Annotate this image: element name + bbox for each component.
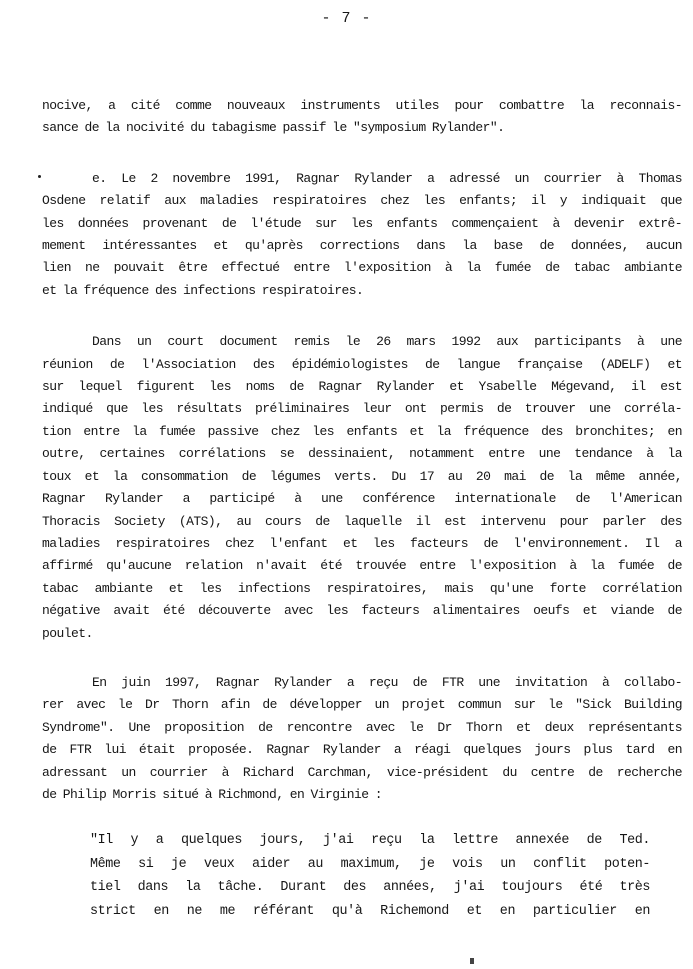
text-line: de FTR lui était proposée. Ragnar Rylander a réagi quelques jours plus tard en: [42, 742, 682, 758]
text-line: indiqué que les résultats préliminaires leur ont permis de trouver une corréla-: [42, 401, 682, 417]
block-quote: [42, 829, 650, 923]
page-number: - 7 -: [321, 10, 372, 27]
text-line: maladies respiratoires chez l'enfant et les facteurs de l'environnement. Il a: [42, 535, 682, 551]
text-line: Osdene relatif aux maladies respiratoires chez les enfants; il y indiquait que: [42, 193, 682, 209]
text-line: toux et la consommation de légumes verts. Du 17 au 20 mai de la même année,: [42, 468, 682, 484]
paragraph-3: [42, 331, 682, 645]
paragraph-4: [42, 672, 682, 806]
text-line: négative avait été découverte avec les facteurs alimentaires oeufs et viande de: [42, 603, 682, 619]
text-line: sance de la nocivité du tabagisme passif le "symposium Rylander".: [42, 120, 505, 136]
paragraph-2: [42, 168, 682, 302]
text-line: sur lequel figurent les noms de Ragnar Rylander et Ysabelle Mégevand, il est: [42, 379, 682, 395]
quote-line: "Il y a quelques jours, j'ai reçu la lettre annexée de Ted.: [90, 833, 650, 849]
text-line: nocive, a cité comme nouveaux instruments utiles pour combattre la reconnais-: [42, 98, 682, 113]
text-line: rer avec le Dr Thorn afin de développer un projet commun sur le "Sick Building: [42, 697, 682, 713]
text-line: Ragnar Rylander a participé à une conférence internationale de l'American: [42, 491, 682, 507]
text-line: les données provenant de l'étude sur les enfants commençaient à devenir extrê-: [42, 215, 682, 231]
text-line: réunion de l'Association des épidémiologistes de langue française (ADELF) et: [42, 356, 682, 372]
text-line: e. Le 2 novembre 1991, Ragnar Rylander a adressé un courrier à Thomas: [92, 170, 682, 186]
text-line: Dans un court document remis le 26 mars 1992 aux participants à une: [92, 334, 682, 350]
text-line: poulet.: [42, 625, 93, 641]
text-line: de Philip Morris situé à Richmond, en Virginie :: [42, 786, 383, 802]
text-line: outre, certaines corrélations se dessinaient, notamment entre une tendance à la: [42, 446, 682, 462]
quote-line: tiel dans la tâche. Durant des années, j'ai toujours été très: [90, 880, 650, 896]
text-line: mement intéressantes et qu'après corrections dans la base de données, aucun: [42, 238, 682, 254]
text-line: affirmé qu'aucune relation n'avait été trouvée entre l'exposition à la fumée de: [42, 558, 682, 574]
text-line: adressant un courrier à Richard Carchman, vice-président du centre de recherche: [42, 764, 682, 780]
text-line: tabac ambiante et les infections respiratoires, mais qu'une forte corrélation: [42, 580, 682, 596]
quote-line: strict en ne me référant qu'à Richemond et en particulier en: [90, 903, 650, 919]
text-line: Thoracis Society (ATS), au cours de laquelle il est intervenu pour parler des: [42, 513, 682, 529]
paragraph-1: [42, 95, 682, 140]
text-line: En juin 1997, Ragnar Rylander a reçu de FTR une invitation à collabo-: [92, 674, 682, 690]
scan-speck: [470, 958, 474, 964]
text-line: tion entre la fumée passive chez les enfants et la fréquence des bronchites; en: [42, 423, 682, 439]
document-body: [42, 95, 682, 923]
scan-speck: [38, 175, 41, 178]
text-line: Syndrome". Une proposition de rencontre avec le Dr Thorn et deux représentants: [42, 719, 682, 735]
text-line: lien ne pouvait être effectué entre l'exposition à la fumée de tabac ambiante: [42, 260, 682, 276]
text-line: et la fréquence des infections respiratoires.: [42, 282, 364, 298]
quote-line: Même si je veux aider au maximum, je vois un conflit poten-: [90, 856, 650, 872]
